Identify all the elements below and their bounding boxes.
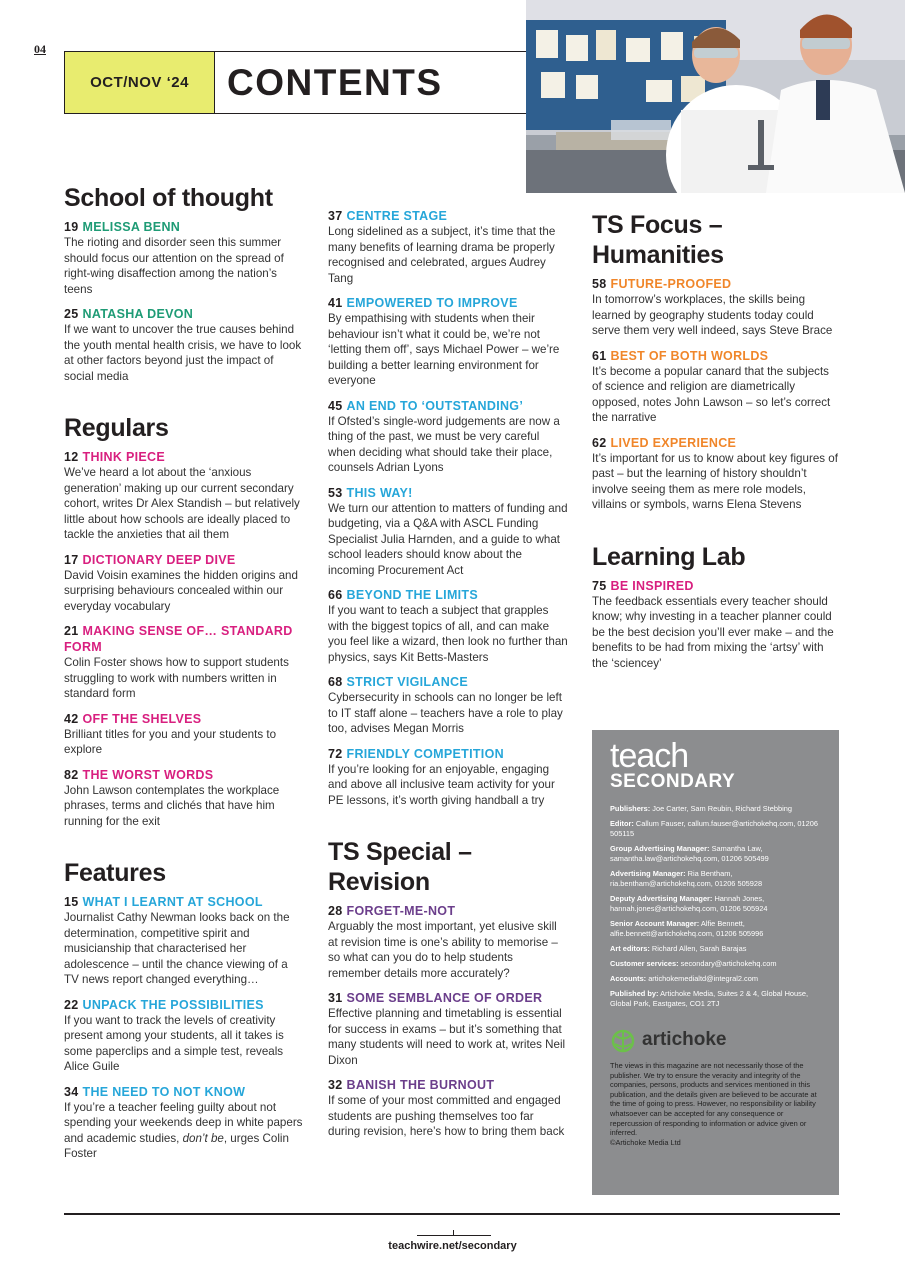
entry-summary: Colin Foster shows how to support students struggling to work with numbers written in standard form — [64, 656, 289, 700]
contents-entry[interactable] — [328, 208, 568, 286]
page-ref: 66 — [328, 588, 343, 602]
page-ref: 53 — [328, 485, 343, 500]
contents-entry[interactable] — [592, 435, 840, 513]
artichoke-wordmark: artichoke — [642, 1029, 727, 1050]
entry-title: FUTURE-PROOFED — [610, 277, 732, 291]
page-number: 04 — [34, 42, 46, 56]
contents-entry[interactable] — [328, 1077, 568, 1140]
entry-title: DICTIONARY DEEP DIVE — [82, 552, 236, 567]
entry-summary: The rioting and disorder seen this summer should focus our attention on the spread of right-wing disaffection among the nation’s teens — [64, 236, 284, 296]
contents-entry[interactable] — [64, 1084, 304, 1162]
page-ref: 61 — [592, 348, 607, 363]
entry-summary: If Ofsted’s single-word judgements are now a thing of the past, we must be very careful when deciding what should take their place, counsels Adrian Lyons — [328, 414, 560, 474]
page-ref: 42 — [64, 711, 79, 726]
credit-line: Editor: Callum Fauser, callum.fauser@artichokehq.com, 01206 505115 — [610, 819, 818, 838]
teach-logo: teach — [610, 737, 689, 775]
entry-summary: Brilliant titles for you and your students to explore — [64, 727, 277, 756]
masthead-panel — [592, 730, 839, 1195]
page-ref: 75 — [592, 578, 607, 593]
entry-title: OFF THE SHELVES — [82, 711, 202, 726]
entry-title: EMPOWERED TO IMPROVE — [346, 296, 518, 310]
page-ref: 62 — [592, 435, 607, 450]
entry-title: SOME SEMBLANCE OF ORDER — [346, 991, 543, 1005]
contents-entry[interactable] — [328, 746, 568, 809]
footer-url[interactable]: teachwire.net/secondary — [388, 1240, 517, 1252]
credit-line: Published by: Artichoke Media, Suites 2 & 4, Global House, Global Park, Eastgates, CO1 2TJ — [610, 989, 809, 1008]
entry-title: STRICT VIGILANCE — [346, 675, 468, 689]
credit-line: Customer services: secondary@artichokehq.com — [610, 959, 777, 968]
contents-entry[interactable] — [64, 623, 304, 702]
entry-title: WHAT I LEARNT AT SCHOOL — [82, 895, 263, 909]
section-heading-ts-special-revision: TS Special – Revision — [328, 838, 472, 896]
page-ref: 19 — [64, 220, 79, 234]
contents-header — [64, 51, 529, 114]
lab-photo — [526, 0, 905, 193]
entry-summary: Arguably the most important, yet elusive skill at revision time is one’s ability to memorise – so what can you do to help students remember details more accurately? — [328, 920, 558, 980]
contents-entry[interactable] — [64, 767, 304, 830]
entry-summary: It’s important for us to know about key figures of past – but the learning of history shouldn’t involve seeing them as mere role models, villains or symbols, warns Elena Stevens — [592, 451, 838, 511]
page-ref: 31 — [328, 991, 343, 1005]
disclaimer-text: The views in this magazine are not necessarily those of the publisher. We try to ensure the veracity and integrity of the companies, persons, products and services mentioned in this publication, and the details given are believed to be accurate at the time of going to press. However, no responsibility or liability whatsoever can be accepted for any consequence or repercussion of responding to information or advice given or inferred. — [610, 1061, 817, 1138]
column-left — [64, 183, 304, 1171]
page-ref: 58 — [592, 277, 607, 291]
contents-entry[interactable] — [592, 276, 840, 339]
contents-entry[interactable] — [328, 587, 568, 665]
page-ref: 72 — [328, 746, 343, 761]
footer-rule — [64, 1213, 840, 1215]
contents-entry[interactable] — [64, 219, 304, 297]
contents-entry[interactable] — [64, 449, 304, 543]
page-ref: 22 — [64, 997, 79, 1012]
entry-summary: If you want to teach a subject that grapples with the biggest topics of all, and can make you feel like a wizard, then look no further than physics, says Kit Betts-Masters — [328, 604, 568, 664]
issue-date: OCT/NOV ‘24 — [65, 52, 215, 113]
entry-summary: By empathising with students when their behaviour isn’t what it could be, we’re not ‘letting them off’, says Michael Power – we’re building a better learning environment for everyone — [328, 312, 560, 387]
section-heading-regulars: Regulars — [64, 414, 169, 442]
page-ref: 34 — [64, 1084, 79, 1099]
contents-entry[interactable] — [328, 485, 568, 579]
page-ref: 37 — [328, 209, 343, 223]
entry-title: BEST OF BOTH WORLDS — [610, 348, 769, 363]
credit-line: Senior Account Manager: Alfie Bennett, alfie.bennett@artichokehq.com, 01206 505996 — [610, 919, 764, 938]
entry-title: MELISSA BENN — [82, 220, 181, 234]
page-ref: 25 — [64, 307, 79, 321]
entry-title: AN END TO ‘OUTSTANDING’ — [346, 398, 524, 413]
entry-summary: If some of your most committed and engaged students are pushing themselves too far during revision, here’s how to bring them back — [328, 1094, 565, 1138]
entry-title: UNPACK THE POSSIBILITIES — [82, 997, 264, 1012]
entry-title: FRIENDLY COMPETITION — [346, 746, 504, 761]
credit-line: Deputy Advertising Manager: Hannah Jones, hannah.jones@artichokehq.com, 01206 505924 — [610, 894, 768, 913]
entry-title: LIVED EXPERIENCE — [610, 435, 737, 450]
footer-mark — [417, 1235, 491, 1236]
contents-entry[interactable] — [328, 990, 568, 1068]
entry-title: MAKING SENSE OF… STANDARD FORM — [64, 624, 293, 654]
page-ref: 28 — [328, 904, 343, 918]
entry-title: NATASHA DEVON — [82, 307, 194, 321]
credit-line: Publishers: Joe Carter, Sam Reubin, Richard Stebbing — [610, 804, 792, 813]
page-ref: 17 — [64, 552, 79, 567]
page-ref: 21 — [64, 624, 79, 638]
credit-line: Accounts: artichokemedialtd@integral2.com — [610, 974, 758, 983]
entry-summary: Effective planning and timetabling is essential for success in exams – but it’s something that many students will need to work at, writes Neil Dixon — [328, 1007, 566, 1067]
entry-title: THIS WAY! — [346, 485, 413, 500]
contents-entry[interactable] — [328, 295, 568, 389]
page-ref: 32 — [328, 1078, 343, 1092]
contents-entry[interactable] — [328, 398, 568, 476]
entry-summary: Long sidelined as a subject, it’s time that the many benefits of learning drama be properly recognised and celebrated, argues Audrey Tang — [328, 225, 556, 285]
contents-entry[interactable] — [592, 348, 840, 426]
artichoke-icon — [610, 1027, 636, 1053]
secondary-logo: SECONDARY — [610, 771, 736, 792]
page-ref: 82 — [64, 767, 79, 782]
footer-tick — [453, 1230, 454, 1236]
entry-title: FORGET-ME-NOT — [346, 904, 456, 918]
page-ref: 45 — [328, 398, 343, 413]
entry-title: THE NEED TO NOT KNOW — [82, 1084, 246, 1099]
entry-summary: David Voisin examines the hidden origins and surprising behaviours concealed within our everyday vocabulary — [64, 568, 298, 613]
page-ref: 15 — [64, 895, 79, 909]
contents-entry[interactable] — [64, 711, 304, 758]
page-title: CONTENTS — [227, 61, 443, 103]
column-right — [592, 210, 840, 680]
entry-title: THINK PIECE — [82, 450, 165, 464]
column-middle — [328, 208, 568, 1149]
entry-title: THE WORST WORDS — [82, 767, 214, 782]
section-heading-learning-lab: Learning Lab — [592, 542, 746, 571]
entry-summary: We turn our attention to matters of funding and budgeting, via a Q&A with ASCL Funding Specialist Julia Harnden, and a guide to what school leaders should know about the incoming Procurement Act — [328, 501, 568, 577]
page-ref: 41 — [328, 296, 343, 310]
entry-summary: It’s become a popular canard that the subjects of science and religion are diametrically opposed, notes John Lawson – so let’s correct the narrative — [592, 364, 831, 424]
entry-summary: We’ve heard a lot about the ‘anxious generation’ making up our current secondary cohort, writes Dr Alex Standish – but relatively little about how schools are ideally placed to tackle the anxieties that ail them — [64, 466, 300, 541]
artichoke-logo — [610, 1027, 821, 1053]
section-heading-features: Features — [64, 859, 166, 887]
section-heading-school-of-thought: School of thought — [64, 184, 273, 212]
entry-summary: John Lawson contemplates the workplace phrases, terms and clichés that have him running for the exit — [64, 783, 280, 828]
contents-entry[interactable] — [328, 674, 568, 737]
page-ref: 68 — [328, 675, 343, 689]
contents-entry[interactable] — [64, 306, 304, 384]
entry-summary: In tomorrow’s workplaces, the skills being learned by geography students today could serve them very well indeed, says Steve Brace — [592, 293, 833, 337]
entry-title: BE INSPIRED — [610, 578, 694, 593]
page-ref: 12 — [64, 450, 79, 464]
entry-summary: Cybersecurity in schools can no longer be left to IT staff alone – teachers have a role to play too, advises Megan Morris — [328, 691, 563, 735]
contents-entry[interactable] — [64, 997, 304, 1075]
entry-summary: If we want to uncover the true causes behind the youth mental health crisis, we have to look at other factors beyond just the impact of social media — [64, 323, 302, 383]
entry-title: CENTRE STAGE — [346, 209, 448, 223]
credit-line: Group Advertising Manager: Samantha Law, samantha.law@artichokehq.com, 01206 505499 — [610, 844, 769, 863]
emphasis: don’t be — [182, 1131, 224, 1145]
entry-summary: If you’re a teacher feeling guilty about not spending your weekends deep in white papers and academic studies, don’t be, urges Colin Foster — [64, 1100, 303, 1160]
copyright-text: ©Artichoke Media Ltd — [610, 1137, 681, 1147]
credit-line: Art editors: Richard Allen, Sarah Barajas — [610, 944, 747, 953]
contents-entry[interactable] — [64, 552, 304, 615]
entry-summary: Journalist Cathy Newman looks back on the determination, competitive spirit and musicianship that characterised her adolescence – until the chance viewing of a TV news report changed everything… — [64, 911, 290, 986]
contents-entry[interactable] — [64, 894, 304, 988]
entry-summary: If you’re looking for an enjoyable, engaging and above all inclusive team activity for your PE lessons, it’s worth giving handball a try — [328, 762, 555, 807]
entry-title: BANISH THE BURNOUT — [346, 1078, 495, 1092]
entry-title: BEYOND THE LIMITS — [346, 588, 479, 602]
credit-line: Advertising Manager: Ria Bentham, ria.bentham@artichokehq.com, 01206 505928 — [610, 869, 763, 888]
section-heading-ts-focus-humanities: TS Focus – Humanities — [592, 211, 724, 269]
contents-entry[interactable] — [592, 578, 840, 672]
entry-summary: The feedback essentials every teacher should know; why investing in a teacher planner could be the best decision you’ll ever make – and the benefits to be had from mixing the ‘artsy’ with the ‘sciencey’ — [592, 594, 834, 670]
entry-summary: If you want to track the levels of creativity present among your students, all it takes is some paperclips and a simple test, reveals Alice Guile — [64, 1013, 284, 1073]
contents-entry[interactable] — [328, 903, 568, 981]
